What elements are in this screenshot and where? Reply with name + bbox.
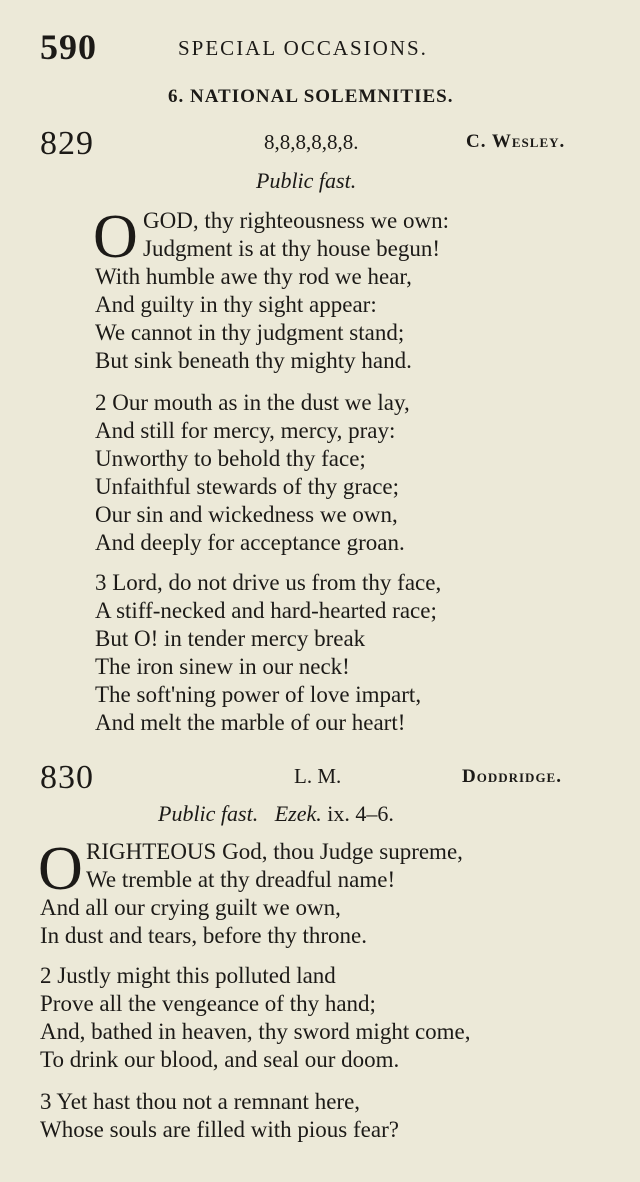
verse-line: 2 Our mouth as in the dust we lay, <box>95 390 410 415</box>
verse-line: Unworthy to behold thy face; <box>95 446 366 471</box>
verse-line: And melt the marble of our heart! <box>95 710 406 735</box>
verse-line: 3 Lord, do not drive us from thy face, <box>95 570 442 595</box>
verse-line: RIGHTEOUS God, thou Judge supreme, <box>86 839 463 864</box>
verse-line: The soft'ning power of love impart, <box>95 682 422 707</box>
page-number: 590 <box>40 27 97 67</box>
scripture-book: Ezek. <box>274 801 322 826</box>
stanza <box>38 835 463 950</box>
verse-line: But O! in tender mercy break <box>95 626 366 651</box>
verse-line: GOD, thy righteousness we own: <box>143 208 449 233</box>
verse-line: And all our crying guilt we own, <box>40 895 341 920</box>
verse-line: 3 Yet hast thou not a remnant here, <box>40 1089 361 1114</box>
verse-line: We tremble at thy dreadful name! <box>86 867 396 892</box>
occasion-title: Public fast. <box>158 801 259 826</box>
verse-line: And still for mercy, mercy, pray: <box>95 418 396 443</box>
drop-cap: O <box>38 835 83 903</box>
drop-cap: O <box>93 203 138 271</box>
hymn-number: 830 <box>40 759 94 796</box>
verse-line: And deeply for acceptance groan. <box>95 530 405 555</box>
verse-line: And, bathed in heaven, thy sword might come, <box>40 1019 471 1044</box>
stanza <box>95 569 441 737</box>
hymn-author: Doddridge. <box>462 766 562 787</box>
hymn-occasion <box>158 801 394 827</box>
stanza <box>93 203 449 375</box>
verse-line: The iron sinew in our neck! <box>95 654 350 679</box>
verse-line: Judgment is at thy house begun! <box>143 236 441 261</box>
hymn-occasion: Public fast. <box>256 168 357 193</box>
stanza <box>95 389 410 557</box>
hymn-number: 829 <box>40 125 94 162</box>
hymn-meter: L. M. <box>294 764 342 788</box>
verse-line: Our sin and wickedness we own, <box>95 502 398 527</box>
verse-line: To drink our blood, and seal our doom. <box>40 1047 400 1072</box>
stanza <box>40 962 471 1074</box>
stanza <box>40 1088 399 1144</box>
verse-line: Unfaithful stewards of thy grace; <box>95 474 400 499</box>
section-heading: 6. NATIONAL SOLEMNITIES. <box>168 86 454 107</box>
verse-line: And guilty in thy sight appear: <box>95 292 377 317</box>
verse-line: Prove all the vengeance of thy hand; <box>40 991 376 1016</box>
verse-line: We cannot in thy judgment stand; <box>95 320 405 345</box>
scripture-reference: ix. 4–6. <box>327 801 394 826</box>
running-head: SPECIAL OCCASIONS. <box>178 36 428 60</box>
hymn-meter: 8,8,8,8,8,8. <box>264 130 359 154</box>
verse-line: Whose souls are filled with pious fear? <box>40 1117 399 1142</box>
verse-line: 2 Justly might this polluted land <box>40 963 336 988</box>
verse-line: In dust and tears, before thy throne. <box>40 923 368 948</box>
verse-line: A stiff-necked and hard-hearted race; <box>95 598 437 623</box>
verse-line: With humble awe thy rod we hear, <box>95 264 412 289</box>
verse-line: But sink beneath thy mighty hand. <box>95 348 412 373</box>
hymn-author: C. Wesley. <box>466 131 566 152</box>
